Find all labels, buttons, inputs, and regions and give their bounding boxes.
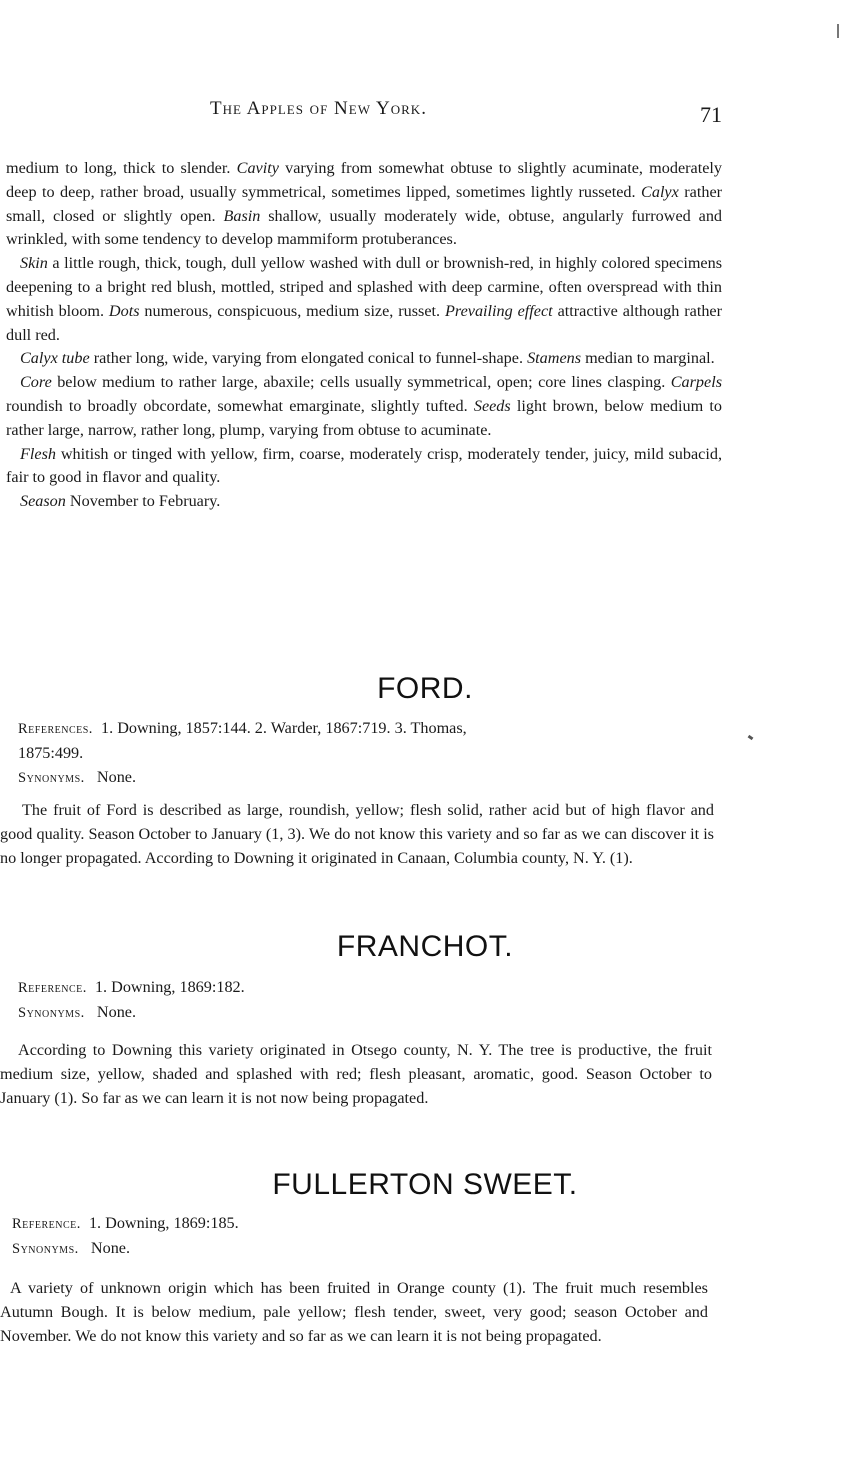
running-title: The Apples of New York. [210,98,427,119]
synonyms-label: Synonyms. [18,1005,85,1021]
synonyms-label: Synonyms. [12,1241,79,1257]
season-paragraph: Season November to February. [20,492,221,511]
calyx-label: Calyx [641,182,679,201]
flesh-paragraph: Flesh whitish or tinged with yellow, firm, coarse, moderately crisp, moderately tender, juicy, mild subacid, fair to good in flavor and quality. [6,444,723,487]
page-number: 71 [700,102,722,127]
fullerton-references [12,1211,712,1261]
core-label: Core [20,373,52,392]
continued-description [6,157,722,514]
franchot-references [18,975,718,1025]
skin-paragraph: Skin a little rough, thick, tough, dull yellow washed with dull or brownish-red, in highly colored specimens deepening to a bright red blush, mottled, striped and splashed with deep carmine, often overspread with thin whitish bloom. Dots numerous, conspicuous, medium size, russet. Prevailing effect attractive although rather dull red. [6,254,723,344]
flesh-label: Flesh [20,444,56,463]
dots-label: Dots [108,301,140,320]
franchot-description: According to Downing this variety originated in Otsego county, N. Y. The tree is productive, the fruit medium size, yellow, shaded and splashed with red; flesh pleasant, aromatic, good. Season October to January (1). So far as we can learn it is not now being propagated. [0,1041,712,1107]
ford-description: The fruit of Ford is described as large, roundish, yellow; flesh solid, rather acid but of high flavor and good quality. Season October to January (1, 3). We do not know this variety and so far as we can discover it is no longer propagated. According to Downing it originated in Canaan, Columbia county, N. Y. (1). [0,801,714,867]
stamens-label: Stamens [527,349,582,368]
ford-references [18,716,718,790]
page-edge-mark [837,24,839,38]
core-paragraph: Core below medium to rather large, abaxile; cells usually symmetrical, open; core lines clasping. Carpels roundish to broadly obcordate, somewhat emarginate, slightly tufted. Seeds light brown, below medium to rather large, narrow, rather long, plump, varying from obtuse to acuminate. [6,373,723,439]
cavity-label: Cavity [236,159,279,177]
stray-mark [748,735,754,740]
fullerton-sweet-heading: FULLERTON SWEET. [272,1168,578,1201]
synonyms-text: None. [96,1003,137,1021]
fullerton-description: A variety of unknown origin which has been fruited in Orange county (1). The fruit much resembles Autumn Bough. It is below medium, pale yellow; flesh tender, sweet, very good; season October and November. We do not know this variety and so far as we can learn it is not being propagated. [0,1279,708,1345]
synonyms-text: None. [90,1239,131,1257]
prevailing-effect-label: Prevailing effect [444,301,553,320]
carpels-label: Carpels [670,373,723,392]
references-text: 1. Downing, 1857:144. 2. Warder, 1867:719. 3. Thomas, [101,719,467,737]
stem-cavity-calyx-basin-paragraph: medium to long, thick to slender. Cavity varying from somewhat obtuse to slightly acuminate, moderately deep to deep, rather broad, usually symmetrical, sometimes lipped, sometimes lightly russeted. Calyx rather small, closed or slightly open. Basin shallow, usually moderately wide, obtuse, angularly furrowed and wrinkled, with some tendency to develop mammiform protuberances. [6,159,723,249]
franchot-heading: FRANCHOT. [336,930,514,963]
skin-label: Skin [20,254,48,273]
page-header [0,94,850,128]
season-label: Season [20,492,66,511]
synonyms-label: Synonyms. [18,770,85,786]
synonyms-text: None. [96,768,137,786]
reference-text: 1. Downing, 1869:185. [88,1214,239,1232]
reference-label: Reference. [12,1216,81,1232]
calyx-tube-paragraph: Calyx tube rather long, wide, varying from elongated conical to funnel-shape. Stamens median to marginal. [20,349,715,368]
reference-text: 1. Downing, 1869:182. [94,978,245,996]
seeds-label: Seeds [473,396,511,415]
references-label: References. [18,721,93,737]
basin-label: Basin [223,206,261,225]
reference-label: Reference. [18,980,87,996]
ford-heading: FORD. [377,672,473,705]
calyx-tube-label: Calyx tube [20,349,90,368]
references-continued: 1875:499. [18,744,84,762]
